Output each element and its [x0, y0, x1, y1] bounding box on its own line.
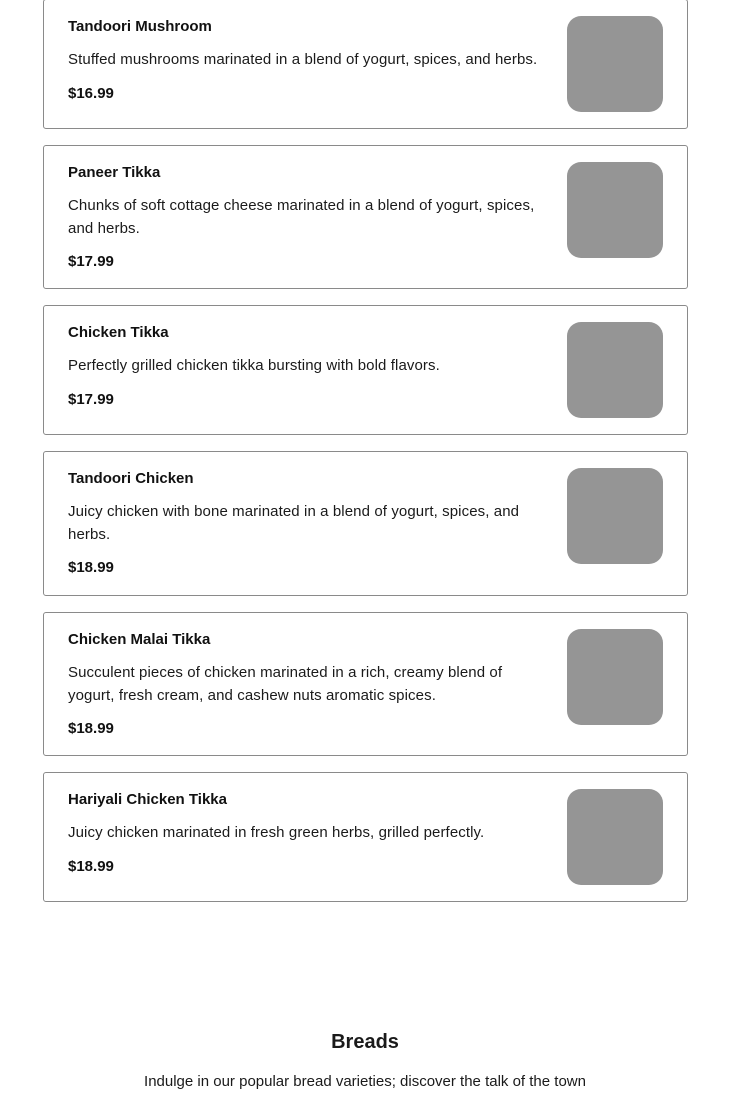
menu-item-price: $17.99: [68, 390, 114, 408]
menu-item-description: Chunks of soft cottage cheese marinated in a blend of yogurt, spices, and herbs.: [68, 197, 535, 237]
menu-item-text: [68, 323, 546, 410]
menu-item-text: [68, 790, 546, 877]
menu-item-image: [567, 322, 663, 418]
menu-item-name: Tandoori Chicken: [68, 470, 194, 487]
menu-item-image: [567, 468, 663, 564]
menu-item-price: $18.99: [68, 857, 114, 875]
menu-item-name: Chicken Tikka: [68, 324, 169, 341]
menu-item-name: Hariyali Chicken Tikka: [68, 791, 227, 808]
menu-item-text: [68, 17, 546, 104]
menu-item-card[interactable]: [43, 305, 688, 435]
menu-item-name: Chicken Malai Tikka: [68, 631, 211, 648]
menu-item-text: [68, 163, 546, 272]
menu-item-price: $17.99: [68, 253, 114, 270]
menu-item-description: Juicy chicken marinated in fresh green herbs, grilled perfectly.: [68, 824, 485, 841]
menu-item-text: [68, 630, 546, 739]
menu-item-image: [567, 789, 663, 885]
menu-item-description: Perfectly grilled chicken tikka bursting with bold flavors.: [68, 357, 440, 374]
section-subtitle: Indulge in our popular bread varieties; discover the talk of the town: [144, 1073, 586, 1090]
menu-item-price: $16.99: [68, 84, 114, 102]
menu-item-card[interactable]: [43, 612, 688, 756]
menu-item-image: [567, 16, 663, 112]
menu-item-image: [567, 629, 663, 725]
menu-item-price: $18.99: [68, 559, 114, 576]
menu-item-description: Stuffed mushrooms marinated in a blend of yogurt, spices, and herbs.: [68, 51, 538, 68]
section-title: Breads: [331, 1031, 399, 1053]
menu-item-name: Tandoori Mushroom: [68, 18, 212, 35]
menu-item-card[interactable]: [43, 451, 688, 596]
menu-item-description: Succulent pieces of chicken marinated in a rich, creamy blend of yogurt, fresh cream, and cashew nuts aromatic spices.: [68, 664, 503, 704]
menu-item-card[interactable]: [43, 772, 688, 902]
menu-item-image: [567, 162, 663, 258]
menu-item-price: $18.99: [68, 720, 114, 737]
menu-item-name: Paneer Tikka: [68, 164, 161, 181]
menu-item-text: [68, 469, 546, 578]
breads-section-header: [0, 1028, 730, 1092]
menu-item-card[interactable]: [43, 0, 688, 129]
menu-item-description: Juicy chicken with bone marinated in a blend of yogurt, spices, and herbs.: [68, 503, 520, 543]
menu-item-card[interactable]: [43, 145, 688, 289]
